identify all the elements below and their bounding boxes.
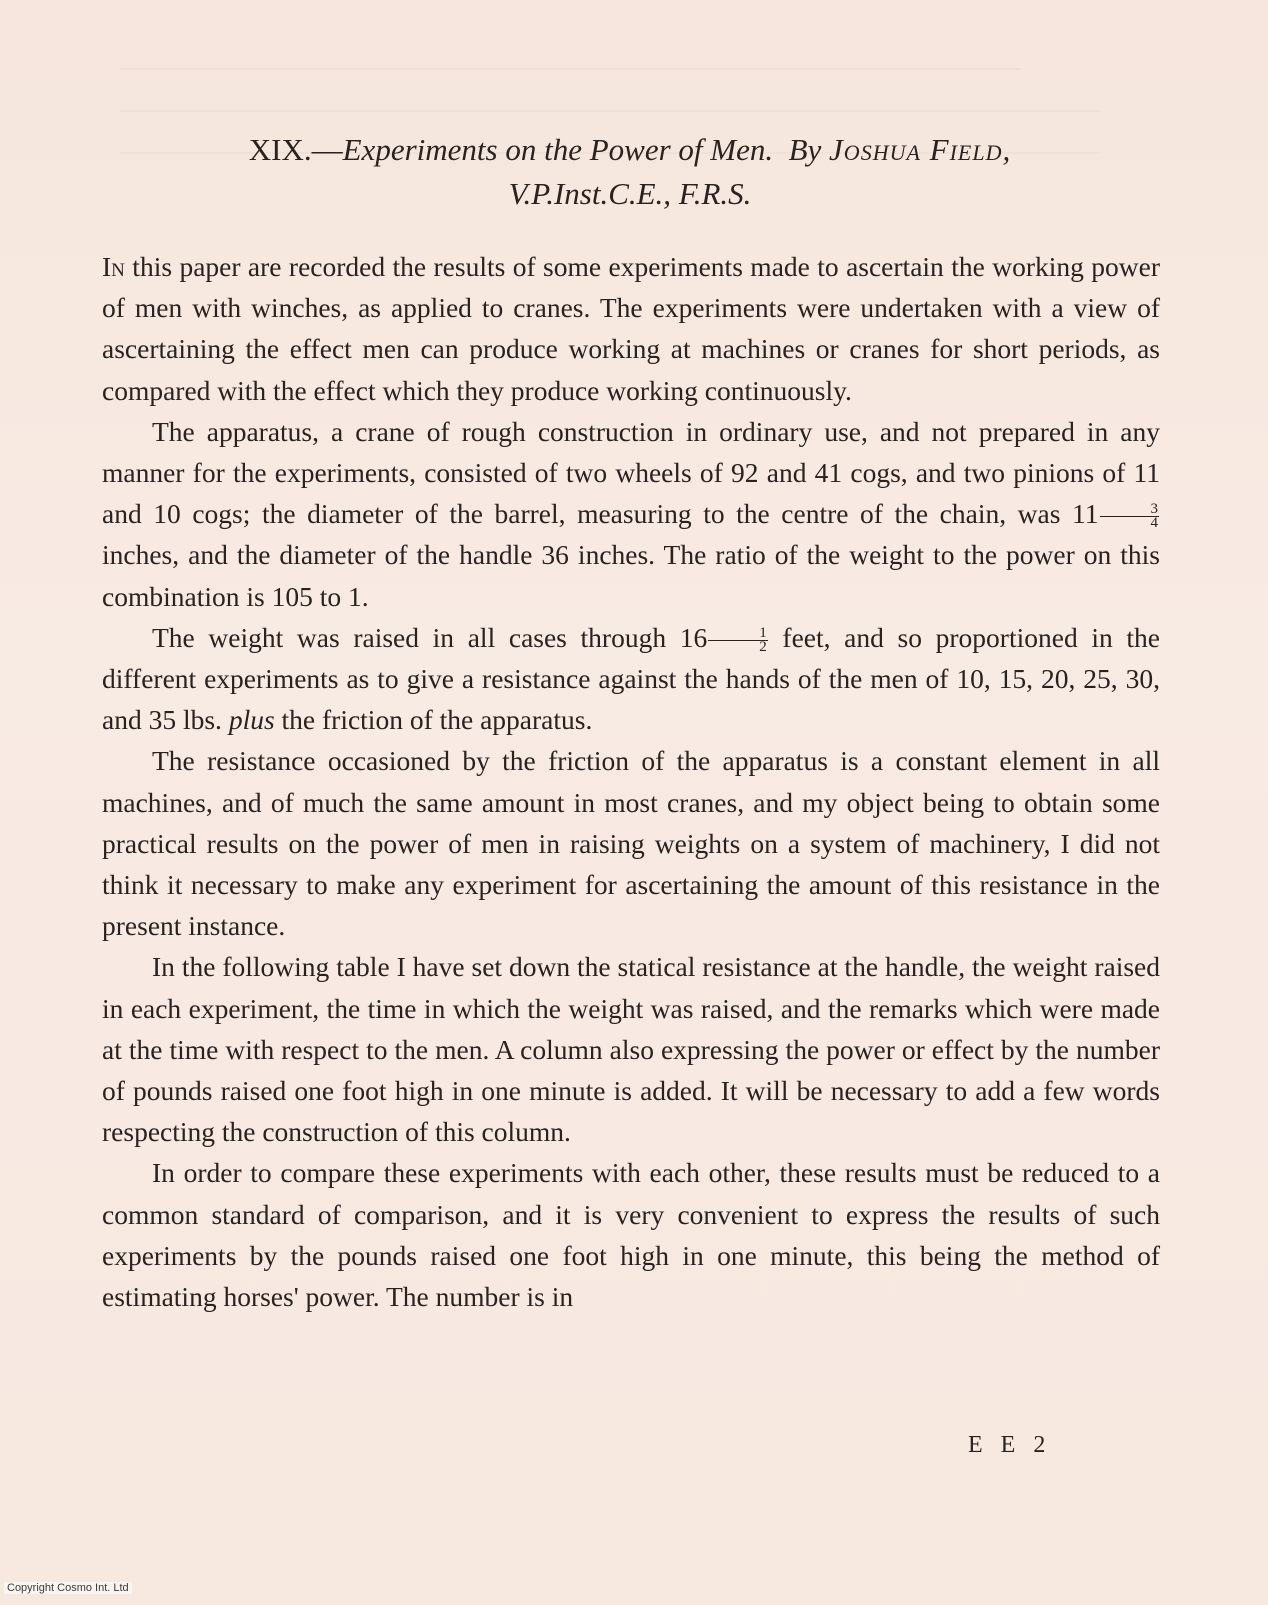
article-title [100,128,1160,216]
paragraph-2 [102,411,1160,617]
signature-mark: E E 2 [968,1432,1052,1458]
fraction-numerator: 1 [708,627,768,641]
paragraph-4: The resistance occasioned by the friction of the apparatus is a constant element in all machines, and of much the same amount in most cranes, and my object being to obtain some practical results on the power of men in raising weights on a system of machinery, I did not think it necessary to make any experiment for ascertaining the amount of this resistance in the present instance. [102,745,1160,942]
paragraph-1-lead: In [102,251,125,282]
title-line-1 [100,128,1160,172]
article-body [102,246,1160,1317]
title-number: XIX.— [248,132,343,167]
fraction-three-quarters [1100,503,1160,530]
title-by: By [788,132,822,167]
author-name: Joshua Field, [829,132,1012,167]
paragraph-2-text-a: The apparatus, a crane of rough construction in ordinary use, and not prepared in any manner for the experiments, consisted of two wheels of 92 and 41 cogs, and two pinions of 11 and 10 cogs; the diameter of the barrel, measuring to the centre of the chain, was 11 [102,415,1160,530]
paragraph-3-text-c: the friction of the apparatus. [274,704,593,736]
paragraph-1-text: this paper are recorded the results of some experiments made to ascertain the working power of men with winches, as applied to cranes. The experiments were undertaken with a view of ascertaining the effect men can produce working at machines or cranes for short periods, as compared with the effect which they produce working continuously. [102,251,1160,406]
paragraph-5: In the following table I have set down the statical resistance at the handle, the weight raised in each experiment, the time in which the weight was raised, and the remarks which were made at the time with respect to the men. A column also expressing the power or effect by the number of pounds raised one foot high in one minute is added. It will be necessary to add a few words respecting the construction of this column. [102,951,1160,1148]
paragraph-3-text-a: The weight was raised in all cases through 16 [152,621,708,653]
paragraph-6: In order to compare these experiments with each other, these results must be reduced to a common standard of comparison, and it is very convenient to express the results of such experiments by the pounds raised one foot high in one minute, this being the method of estimating horses' power. The number is in [102,1157,1160,1313]
fraction-denominator: 2 [759,639,767,656]
title-text: Experiments on the Power of Men. [342,132,774,167]
fraction-one-half [708,627,768,654]
paragraph-3-italic: plus [228,704,275,736]
fraction-numerator: 3 [1100,503,1160,517]
paragraph-3 [102,617,1160,741]
paragraph-2-text-b: inches, and the diameter of the handle 36 inches. The ratio of the weight to the power on this combination is 105 to 1. [102,539,1160,612]
author-credentials: V.P.Inst.C.E., F.R.S. [508,176,752,211]
fraction-denominator: 4 [1150,515,1158,532]
paragraph-1 [102,246,1160,411]
paragraph-3-text-b: feet, and so proportioned in the different experiments as to give a resistance against the hands of the men of 10, 15, 20, 25, 30, and 35 lbs. [102,621,1161,736]
copyright-notice: Copyright Cosmo Int. Ltd [4,1582,132,1594]
